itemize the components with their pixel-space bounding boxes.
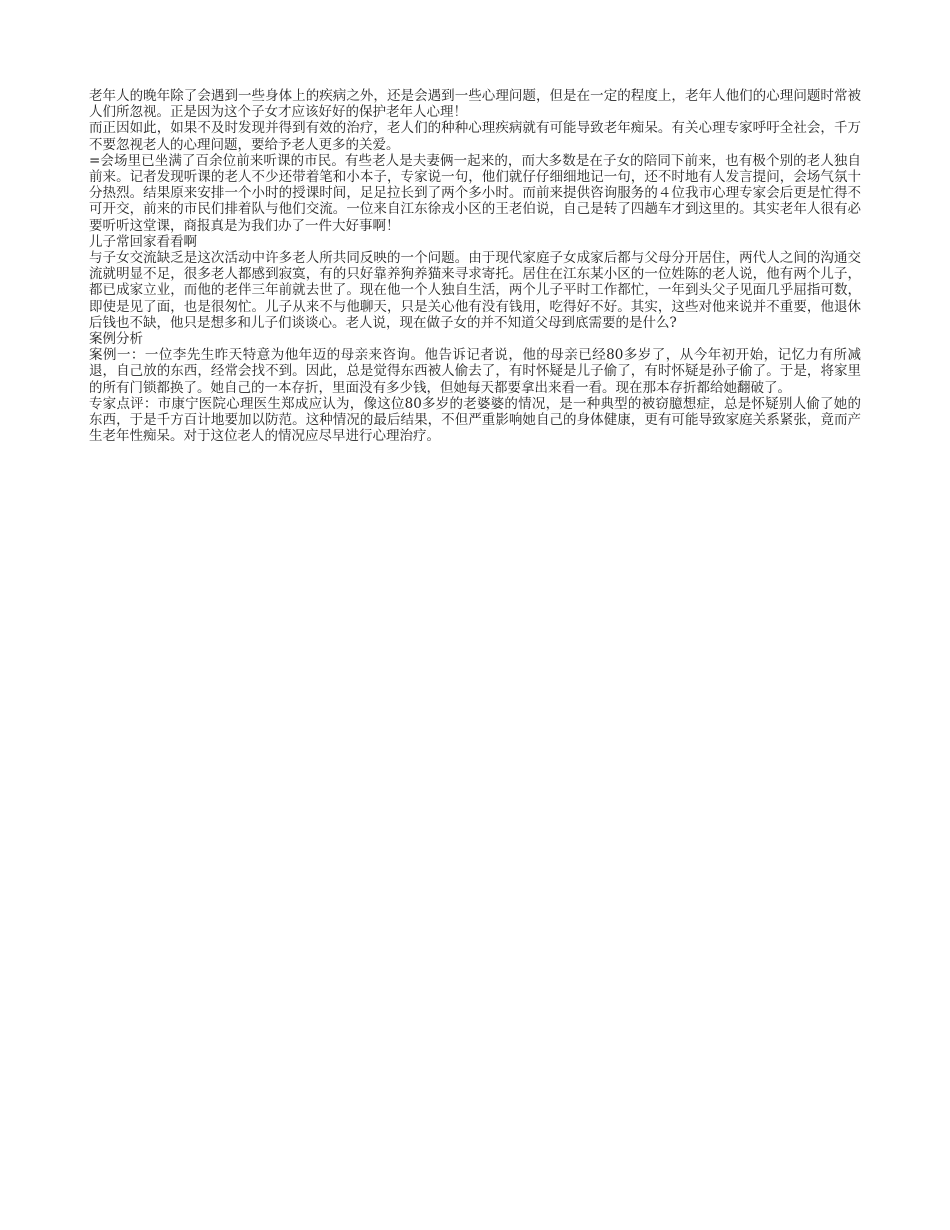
section-heading-visit-home: 儿子常回家看看啊 — [89, 233, 197, 250]
expert-comment-paragraph: 专家点评：市康宁医院心理医生郑成应认为，像这位80多岁的老婆婆的情况，是一种典型的被窃臆想症，总是怀疑别人偷了她的东西，于是千方百计地要加以防范。这种情况的最后结果，不但严重影响她自己的身体健康，更有可能导致家庭关系紧张，竟而产生老年性痴呆。对于这位老人的情况应尽早进行心理治疗。 — [89, 395, 861, 445]
lecture-paragraph: =会场里已坐满了百余位前来听课的市民。有些老人是夫妻俩一起来的，而大多数是在子女的陪同下前来，也有极个别的老人独自前来。记者发现听课的老人不少还带着笔和小本子，专家说一句，他们就仔仔细细地记一句，还不时地有人发言提问，会场气氛十分热烈。结果原来安排一个小时的授课时间，足足拉长到了两个多小时。而前来提供咨询服务的４位我市心理专家会后更是忙得不可开交，前来的市民们排着队与他们交流。一位来自江东徐戎小区的王老伯说，自己是转了四趟车才到这里的。其实老年人很有必要听听这堂课，商报真是为我们办了一件大好事啊！ — [89, 152, 861, 234]
document-body — [89, 88, 861, 444]
intro-paragraph: 老年人的晚年除了会遇到一些身体上的疾病之外，还是会遇到一些心理问题，但是在一定的程度上，老年人他们的心理问题时常被人们所忽视。正是因为这个子女才应该好好的保护老年人心理！ — [89, 88, 861, 121]
appeal-paragraph: 而正因如此，如果不及时发现并得到有效的治疗，老人们的种种心理疾病就有可能导致老年痴呆。有关心理专家呼吁全社会，千万不要忽视老人的心理问题，要给予老人更多的关爱。 — [89, 120, 861, 153]
section-heading-case-analysis: 案例分析 — [89, 331, 143, 348]
case-one-paragraph: 案例一：一位李先生昨天特意为他年迈的母亲来咨询。他告诉记者说，他的母亲已经80多岁了，从今年初开始，记忆力有所减退，自己放的东西，经常会找不到。因此，总是觉得东西被人偷去了，有时怀疑是儿子偷了，有时怀疑是孙子偷了。于是，将家里的所有门锁都换了。她自己的一本存折，里面没有多少钱，但她每天都要拿出来看一看。现在那本存折都给她翻破了。 — [89, 347, 861, 396]
communication-paragraph: 与子女交流缺乏是这次活动中许多老人所共同反映的一个问题。由于现代家庭子女成家后都与父母分开居住，两代人之间的沟通交流就明显不足，很多老人都感到寂寞，有的只好靠养狗养猫来寻求寄托。居住在江东某小区的一位姓陈的老人说，他有两个儿子，都已成家立业，而他的老伴三年前就去世了。现在他一个人独自生活，两个儿子平时工作都忙，一年到头父子见面几乎屈指可数，即使是见了面，也是很匆忙。儿子从来不与他聊天，只是关心他有没有钱用，吃得好不好。其实，这些对他来说并不重要，他退休后钱也不缺，他只是想多和儿子们谈谈心。老人说，现在做子女的并不知道父母到底需要的是什么? — [89, 250, 861, 331]
